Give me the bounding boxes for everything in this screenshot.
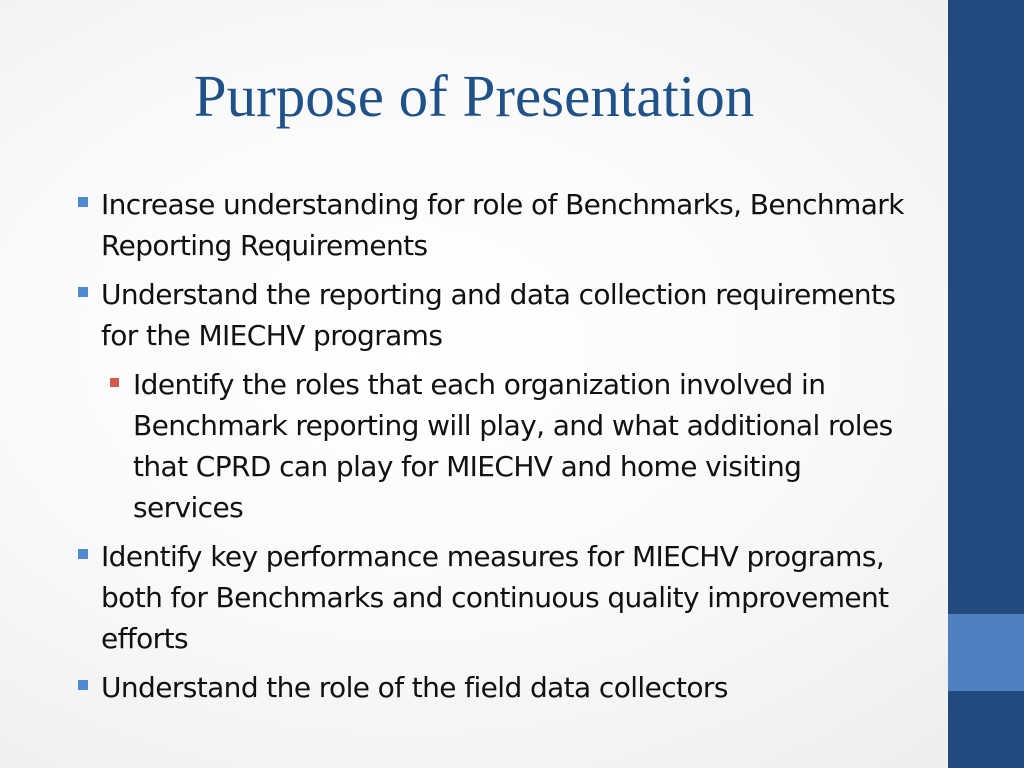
square-bullet-icon	[78, 549, 88, 559]
bullet-text: Increase understanding for role of Benchmarks, Benchmark Reporting Requirements	[101, 188, 904, 262]
bullet-item	[78, 184, 908, 266]
sidebar-accent-block	[948, 614, 1024, 691]
bullet-text: Identify key performance measures for MIECHV programs, both for Benchmarks and continuous quality improvement efforts	[101, 540, 889, 655]
sidebar-dark-block	[948, 691, 1024, 768]
bullet-text: Understand the role of the field data collectors	[101, 671, 728, 704]
decorative-sidebar	[948, 0, 1024, 768]
square-bullet-icon	[78, 680, 88, 690]
bullet-text: Understand the reporting and data collection requirements for the MIECHV programs	[101, 278, 896, 352]
square-sub-bullet-icon	[110, 378, 119, 387]
bullet-list	[78, 184, 908, 716]
slide-title: Purpose of Presentation	[193, 63, 755, 129]
square-bullet-icon	[78, 287, 88, 297]
bullet-item	[78, 274, 908, 356]
sub-bullet-item	[110, 364, 908, 528]
bullet-item	[78, 667, 908, 708]
bullet-item	[78, 536, 908, 659]
square-bullet-icon	[78, 197, 88, 207]
bullet-text: Identify the roles that each organization involved in Benchmark reporting will play, and what additional roles that CPRD can play for MIECHV and home visiting services	[133, 368, 893, 524]
sidebar-dark-block	[948, 0, 1024, 614]
